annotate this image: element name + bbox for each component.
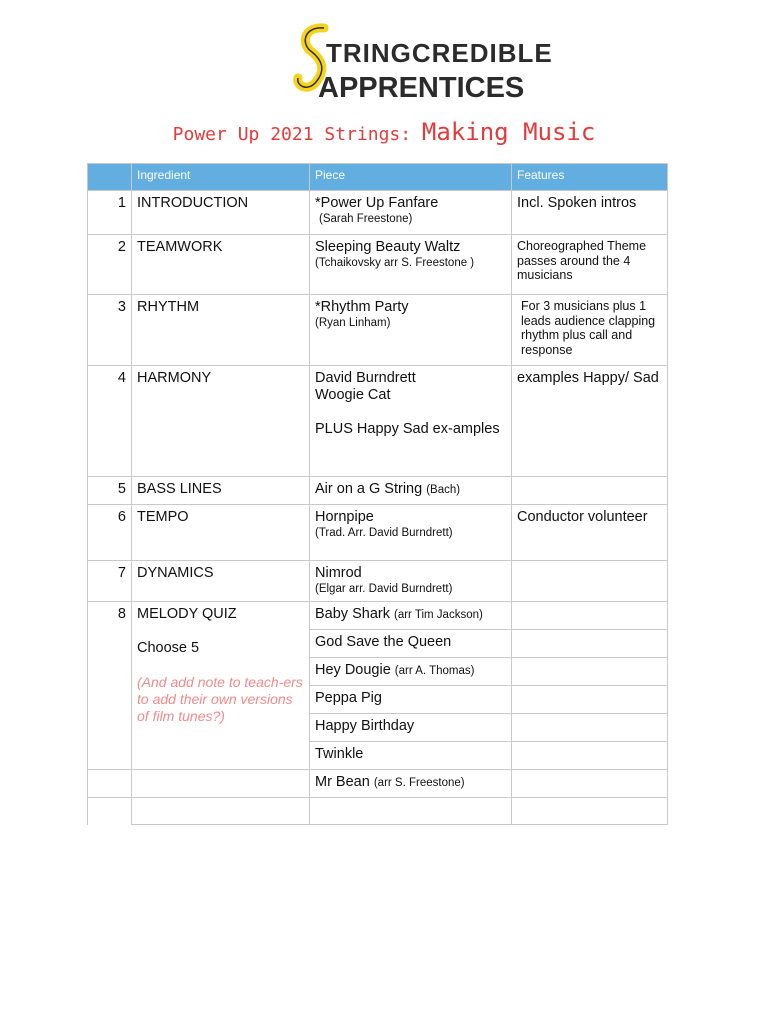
row-ingredient bbox=[132, 602, 310, 770]
row-features bbox=[512, 798, 668, 825]
quiz-features bbox=[512, 630, 668, 658]
piece-credit: (Sarah Freestone) bbox=[319, 213, 413, 225]
row-number: 7 bbox=[88, 561, 132, 602]
quiz-piece-name: Hey Dougie bbox=[315, 662, 391, 678]
quiz-features bbox=[512, 742, 668, 770]
table-header-row bbox=[88, 164, 668, 191]
piece-title: David Burndrett bbox=[315, 370, 416, 386]
piece-credit: (Bach) bbox=[426, 484, 461, 496]
header-ingredient: Ingredient bbox=[132, 164, 310, 191]
quiz-features bbox=[512, 658, 668, 686]
row-ingredient bbox=[132, 770, 310, 798]
row-piece bbox=[310, 191, 512, 235]
table-row bbox=[88, 477, 668, 505]
quiz-piece bbox=[310, 602, 512, 630]
quiz-piece-name: Happy Birthday bbox=[315, 718, 415, 734]
logo-line-2: APPRENTICES bbox=[318, 72, 525, 104]
quiz-title: MELODY QUIZ bbox=[137, 606, 237, 622]
row-number: 5 bbox=[88, 477, 132, 505]
lesson-plan-table bbox=[87, 163, 668, 825]
piece-title: Hornpipe bbox=[315, 509, 374, 525]
quiz-piece bbox=[310, 714, 512, 742]
quiz-piece-arr: (arr S. Freestone) bbox=[373, 777, 465, 789]
row-number bbox=[88, 798, 132, 825]
quiz-features bbox=[512, 686, 668, 714]
row-number: 3 bbox=[88, 295, 132, 366]
quiz-piece-arr: (arr Tim Jackson) bbox=[394, 609, 483, 621]
quiz-choose: Choose 5 bbox=[137, 640, 200, 656]
piece-title: *Power Up Fanfare bbox=[315, 195, 439, 211]
row-piece bbox=[310, 477, 512, 505]
row-ingredient: HARMONY bbox=[132, 366, 310, 477]
logo-line-1: TRINGCREDIBLE bbox=[326, 38, 553, 68]
quiz-features bbox=[512, 602, 668, 630]
header-piece: Piece bbox=[310, 164, 512, 191]
quiz-piece-name: Peppa Pig bbox=[315, 690, 382, 706]
table-row bbox=[88, 505, 668, 561]
row-ingredient: RHYTHM bbox=[132, 295, 310, 366]
quiz-note: (And add note to teach-ers to add their own versions of film tunes?) bbox=[137, 674, 303, 724]
table-row bbox=[88, 191, 668, 235]
table-row bbox=[88, 295, 668, 366]
row-features: For 3 musicians plus 1 leads audience clapping rhythm plus call and response bbox=[512, 295, 668, 366]
piece-credit: (Elgar arr. David Burndrett) bbox=[315, 583, 453, 595]
table-row bbox=[88, 366, 668, 477]
row-features bbox=[512, 477, 668, 505]
row-piece bbox=[310, 561, 512, 602]
title-main: Making Music bbox=[421, 118, 596, 146]
quiz-piece-name: Twinkle bbox=[315, 746, 364, 762]
page-title bbox=[0, 118, 768, 146]
table-row bbox=[88, 561, 668, 602]
header-features: Features bbox=[512, 164, 668, 191]
quiz-features bbox=[512, 714, 668, 742]
row-number: 6 bbox=[88, 505, 132, 561]
row-ingredient: DYNAMICS bbox=[132, 561, 310, 602]
row-ingredient: TEAMWORK bbox=[132, 235, 310, 295]
quiz-piece bbox=[310, 742, 512, 770]
piece-credit: (Tchaikovsky arr S. Freestone ) bbox=[315, 257, 475, 269]
piece-title: Sleeping Beauty Waltz bbox=[315, 239, 461, 255]
quiz-piece-name: Mr Bean bbox=[315, 774, 370, 790]
row-piece bbox=[310, 235, 512, 295]
quiz-piece bbox=[310, 658, 512, 686]
piece-title: Nimrod bbox=[315, 565, 362, 581]
row-ingredient bbox=[132, 798, 310, 825]
table-row bbox=[88, 770, 668, 798]
row-ingredient: TEMPO bbox=[132, 505, 310, 561]
row-number: 2 bbox=[88, 235, 132, 295]
table-row bbox=[88, 235, 668, 295]
piece-title: Air on a G String bbox=[315, 481, 423, 497]
quiz-piece bbox=[310, 686, 512, 714]
row-piece bbox=[310, 295, 512, 366]
row-features: Choreographed Theme passes around the 4 musicians bbox=[512, 235, 668, 295]
brand-logo bbox=[286, 20, 553, 110]
row-piece bbox=[310, 505, 512, 561]
quiz-piece bbox=[310, 770, 512, 798]
row-ingredient: INTRODUCTION bbox=[132, 191, 310, 235]
header-num bbox=[88, 164, 132, 191]
row-features bbox=[512, 561, 668, 602]
quiz-piece bbox=[310, 630, 512, 658]
row-features: Incl. Spoken intros bbox=[512, 191, 668, 235]
row-piece bbox=[310, 366, 512, 477]
row-features: examples Happy/ Sad bbox=[512, 366, 668, 477]
quiz-piece-name: Baby Shark bbox=[315, 606, 390, 622]
row-ingredient: BASS LINES bbox=[132, 477, 310, 505]
piece-title-3: PLUS Happy Sad ex-amples bbox=[315, 421, 500, 437]
table-row bbox=[88, 602, 668, 630]
row-piece bbox=[310, 798, 512, 825]
row-number: 8 bbox=[88, 602, 132, 770]
quiz-piece-name: God Save the Queen bbox=[315, 634, 452, 650]
row-features: Conductor volunteer bbox=[512, 505, 668, 561]
piece-title: *Rhythm Party bbox=[315, 299, 409, 315]
table-row bbox=[88, 798, 668, 825]
row-number: 1 bbox=[88, 191, 132, 235]
piece-title-2: Woogie Cat bbox=[315, 387, 391, 403]
quiz-features bbox=[512, 770, 668, 798]
row-number bbox=[88, 770, 132, 798]
quiz-piece-arr: (arr A. Thomas) bbox=[394, 665, 475, 677]
piece-credit: (Trad. Arr. David Burndrett) bbox=[315, 527, 453, 539]
title-prefix: Power Up 2021 Strings: bbox=[172, 124, 422, 145]
piece-credit: (Ryan Linham) bbox=[315, 317, 391, 329]
row-number: 4 bbox=[88, 366, 132, 477]
